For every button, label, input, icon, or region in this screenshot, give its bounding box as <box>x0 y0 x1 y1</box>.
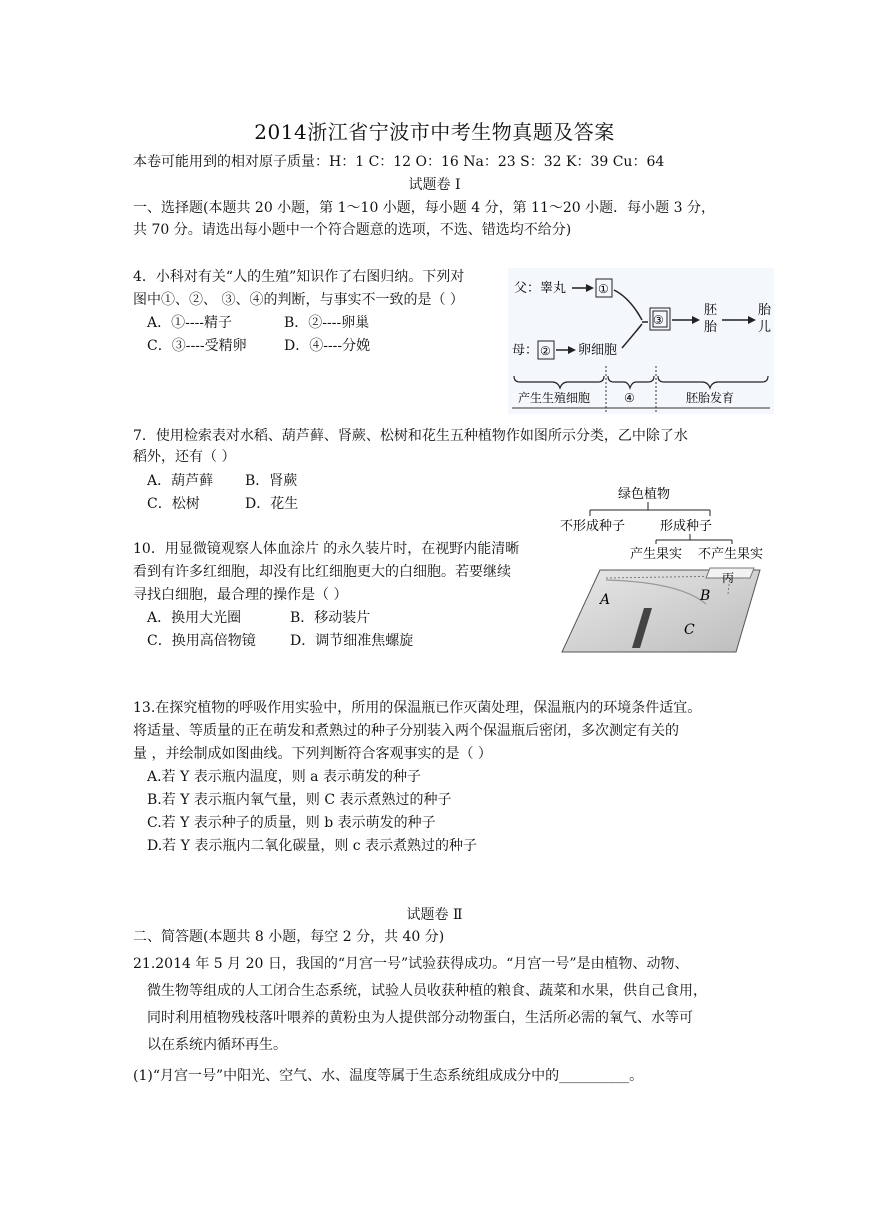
label-b: B <box>700 588 711 604</box>
q4-option-d: D．④----分娩 <box>284 338 371 354</box>
q4-option-b: B．②----卵巢 <box>284 315 370 331</box>
q4-stem-line-2: 图中①、②、 ③、④的判断，与事实不一致的是（ ） <box>133 292 464 308</box>
q21-stem-line-4: 以在系统内循环再生。 <box>147 1037 287 1053</box>
q7-option-c: C．松树 <box>147 496 200 512</box>
q10-stem-line-2: 看到有许多红细胞，却没有比红细胞更大的白细胞。若要继续 <box>133 564 511 580</box>
q13-stem-line-1: 13.在探究植物的呼吸作用实验中，所用的保温瓶已作灭菌处理，保温瓶内的环境条件适宜。 <box>133 700 702 716</box>
q10-option-d: D．调节细准焦螺旋 <box>290 633 414 649</box>
q4-option-c: C．③----受精卵 <box>147 338 247 354</box>
q4-option-a: A．①----精子 <box>147 315 233 331</box>
label-a: A <box>600 592 611 608</box>
embryo-char-2: 胎 <box>704 320 718 335</box>
box-2-label: ② <box>540 344 551 358</box>
q13-stem-line-3: 量 ，并绘制成如图曲线。下列判断符合客观事实的是（ ） <box>133 746 492 762</box>
seed-node: 形成种子 <box>660 519 713 534</box>
q13-stem-line-2: 将适量、等质量的正在萌发和煮熟过的种子分别装入两个保温瓶后密闭，多次测定有关的 <box>133 723 679 739</box>
label-bing: 丙 <box>722 571 735 585</box>
q4-stem-line-1: 4．小科对有关“人的生殖”知识作了右图归纳。下列对 <box>133 269 465 285</box>
stage-4-label: ④ <box>624 391 635 405</box>
section-1-instructions-line-2: 共 70 分。请选出每小题中一个符合题意的选项，不选、错选均不给分) <box>133 222 572 238</box>
q13-option-c: C.若 Y 表示种子的质量，则 b 表示萌发的种子 <box>147 815 436 831</box>
q21-stem-line-2: 微生物等组成的人工闭合生态系统，试验人员收获种植的粮食、蔬菜和水果，供自己食用， <box>147 983 707 999</box>
q7-stem-line-2: 稻外，还有（ ） <box>133 449 236 465</box>
father-testis-label: 父：睾丸 <box>514 281 567 296</box>
q4-reproduction-diagram <box>508 268 774 414</box>
box-1-label: ① <box>598 282 609 296</box>
q7-option-b: B．肾蕨 <box>245 473 298 489</box>
box-3-label: ③ <box>653 313 664 327</box>
q10-stem-line-1: 10．用显微镜观察人体血涂片 的永久装片时，在视野内能清晰 <box>133 541 520 557</box>
q7-stem-line-1: 7．使用检索表对水稻、葫芦藓、肾蕨、松树和花生五种植物作如图所示分类，乙中除了水 <box>133 428 688 444</box>
no-seed-node: 不形成种子 <box>560 519 626 534</box>
q10-option-b: B．移动装片 <box>290 610 371 626</box>
q7-classification-key <box>560 484 770 576</box>
no-fruit-node: 不产生果实 <box>698 547 764 562</box>
q10-option-c: C．换用高倍物镜 <box>147 633 256 649</box>
q21-stem-line-3: 同时利用植物残枝落叶喂养的黄粉虫为人提供部分动物蛋白，生活所必需的氧气、水等可 <box>147 1010 693 1026</box>
q10-slide-figure <box>560 564 766 656</box>
mother-label: 母： <box>512 343 539 358</box>
q7-option-a: A．葫芦藓 <box>147 473 214 489</box>
fruit-node: 产生果实 <box>630 547 683 562</box>
q10-option-a: A．换用大光圈 <box>147 610 242 626</box>
q10-stem-line-3: 寻找白细胞，最合理的操作是（ ） <box>133 587 348 603</box>
paper-2-label: 试题卷 Ⅱ <box>406 907 463 923</box>
label-c: C <box>684 622 695 638</box>
section-1-instructions-line-1: 一、选择题(本题共 20 小题，第 1～10 小题，每小题 4 分，第 11～20 小题．每小题 3 分， <box>133 200 715 216</box>
root-green-plants: 绿色植物 <box>618 487 671 502</box>
section-2-instructions: 二、简答题(本题共 8 小题，每空 2 分，共 40 分) <box>133 929 445 945</box>
stage-gamete-label: 产生生殖细胞 <box>518 391 591 405</box>
atomic-mass-line: 本卷可能用到的相对原子质量：H：1 C：12 O：16 Na：23 S：32 K：39 Cu：64 <box>133 154 665 170</box>
q21-subquestion-1: (1)“月宫一号”中阳光、空气、水、温度等属于生态系统组成成分中的__________。 <box>133 1068 644 1084</box>
fetus-char-2: 儿 <box>758 320 772 335</box>
egg-cell-label: 卵细胞 <box>578 343 618 358</box>
fetus-char-1: 胎 <box>758 303 772 318</box>
paper-1-label: 试题卷 Ⅰ <box>408 177 461 193</box>
embryo-char-1: 胚 <box>704 303 718 318</box>
page-title: 2014浙江省宁波市中考生物真题及答案 <box>254 120 615 144</box>
q7-option-d: D．花生 <box>245 496 299 512</box>
q13-option-b: B.若 Y 表示瓶内氧气量，则 C 表示煮熟过的种子 <box>147 792 452 808</box>
q21-stem-line-1: 21.2014 年 5 月 20 日，我国的“月宫一号”试验获得成功。“月宫一号”是由植物、动物、 <box>133 956 689 972</box>
q13-option-a: A.若 Y 表示瓶内温度，则 a 表示萌发的种子 <box>147 769 421 785</box>
stage-embryo-development-label: 胚胎发育 <box>686 391 735 405</box>
q13-option-d: D.若 Y 表示瓶内二氧化碳量，则 c 表示煮熟过的种子 <box>147 838 478 854</box>
